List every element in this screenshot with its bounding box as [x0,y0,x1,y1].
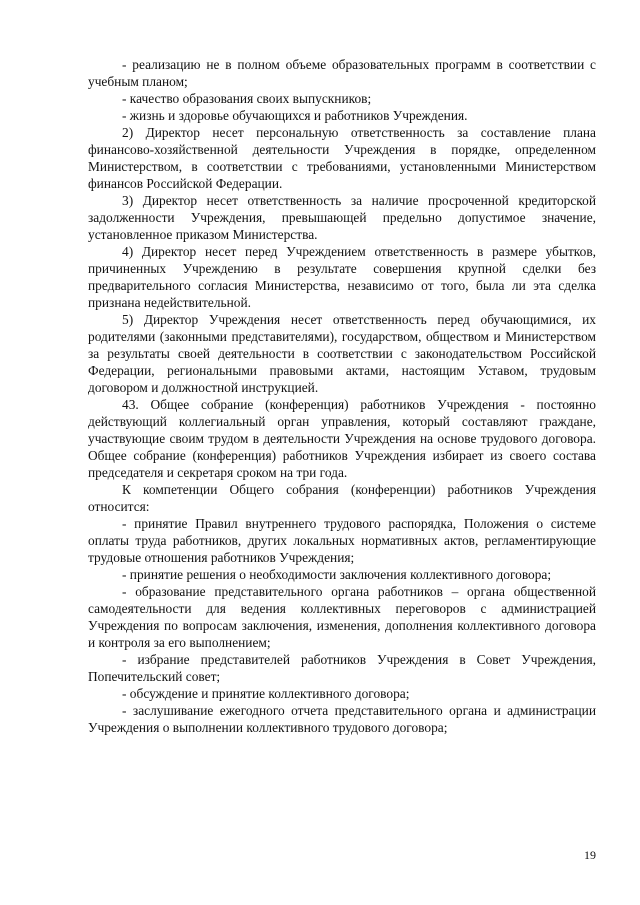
list-item-incomplete-programs: - реализацию не в полном объеме образовательных программ в соответствии с учебным планом; [88,57,596,89]
paragraph-article-43: 43. Общее собрание (конференция) работников Учреждения - постоянно действующий коллегиальный орган управления, который составляют граждане, участвующие своим трудом в деятельности Учреждения на основе трудового договора. Общее собрание (конференция) работников Учреждения избирает из своего состава председателя и секретаря сроком на три года. [88,397,596,480]
list-item-representative-body: - образование представительного органа работников – органа общественной самодеятельности для ведения коллективных переговоров с администрацией Учреждения по вопросам заключения, изменения, дополнения коллективного договора и контроля за его выполнением; [88,584,596,650]
list-item-agreement-adoption: - обсуждение и принятие коллективного договора; [122,686,410,701]
list-item-education-quality: - качество образования своих выпускников; [122,91,372,106]
list-item-internal-rules: - принятие Правил внутреннего трудового распорядка, Положения о системе оплаты труда работников, других локальных нормативных актов, регламентирующие трудовые отношения работников Учреждения; [88,516,596,565]
paragraph-clause-4: 4) Директор несет перед Учреждением ответственность в размере убытков, причиненных Учреждению в результате совершения крупной сделки без предварительного согласия Министерства, независимо от того, была ли эта сделка признана недействительной. [88,244,596,310]
list-item-life-and-health: - жизнь и здоровье обучающихся и работников Учреждения. [122,108,468,123]
list-item-election-representatives: - избрание представителей работников Учреждения в Совет Учреждения, Попечительский совет; [88,652,596,684]
page-number: 19 [584,848,596,862]
list-item-annual-report: - заслушивание ежегодного отчета представительного органа и администрации Учреждения о выполнении коллективного трудового договора; [88,703,596,735]
document-body [88,56,596,736]
paragraph-competence-intro: К компетенции Общего собрания (конференции) работников Учреждения относится: [88,482,596,514]
list-item-collective-agreement-decision: - принятие решения о необходимости заключения коллективного договора; [122,567,552,582]
paragraph-clause-2: 2) Директор несет персональную ответственность за составление плана финансово-хозяйственной деятельности Учреждения в порядке, определенном Министерством, в соответствии с требованиями, установленными Министерством финансов Российской Федерации. [88,125,596,191]
paragraph-clause-5: 5) Директор Учреждения несет ответственность перед обучающимися, их родителями (законными представителями), государством, обществом и Министерством за результаты своей деятельности в соответствии с законодательством Российской Федерации, региональными правовыми актами, настоящим Уставом, трудовым договором и должностной инструкцией. [88,312,596,395]
paragraph-clause-3: 3) Директор несет ответственность за наличие просроченной кредиторской задолженности Учреждения, превышающей предельно допустимое значение, установленное приказом Министерства. [88,193,596,242]
